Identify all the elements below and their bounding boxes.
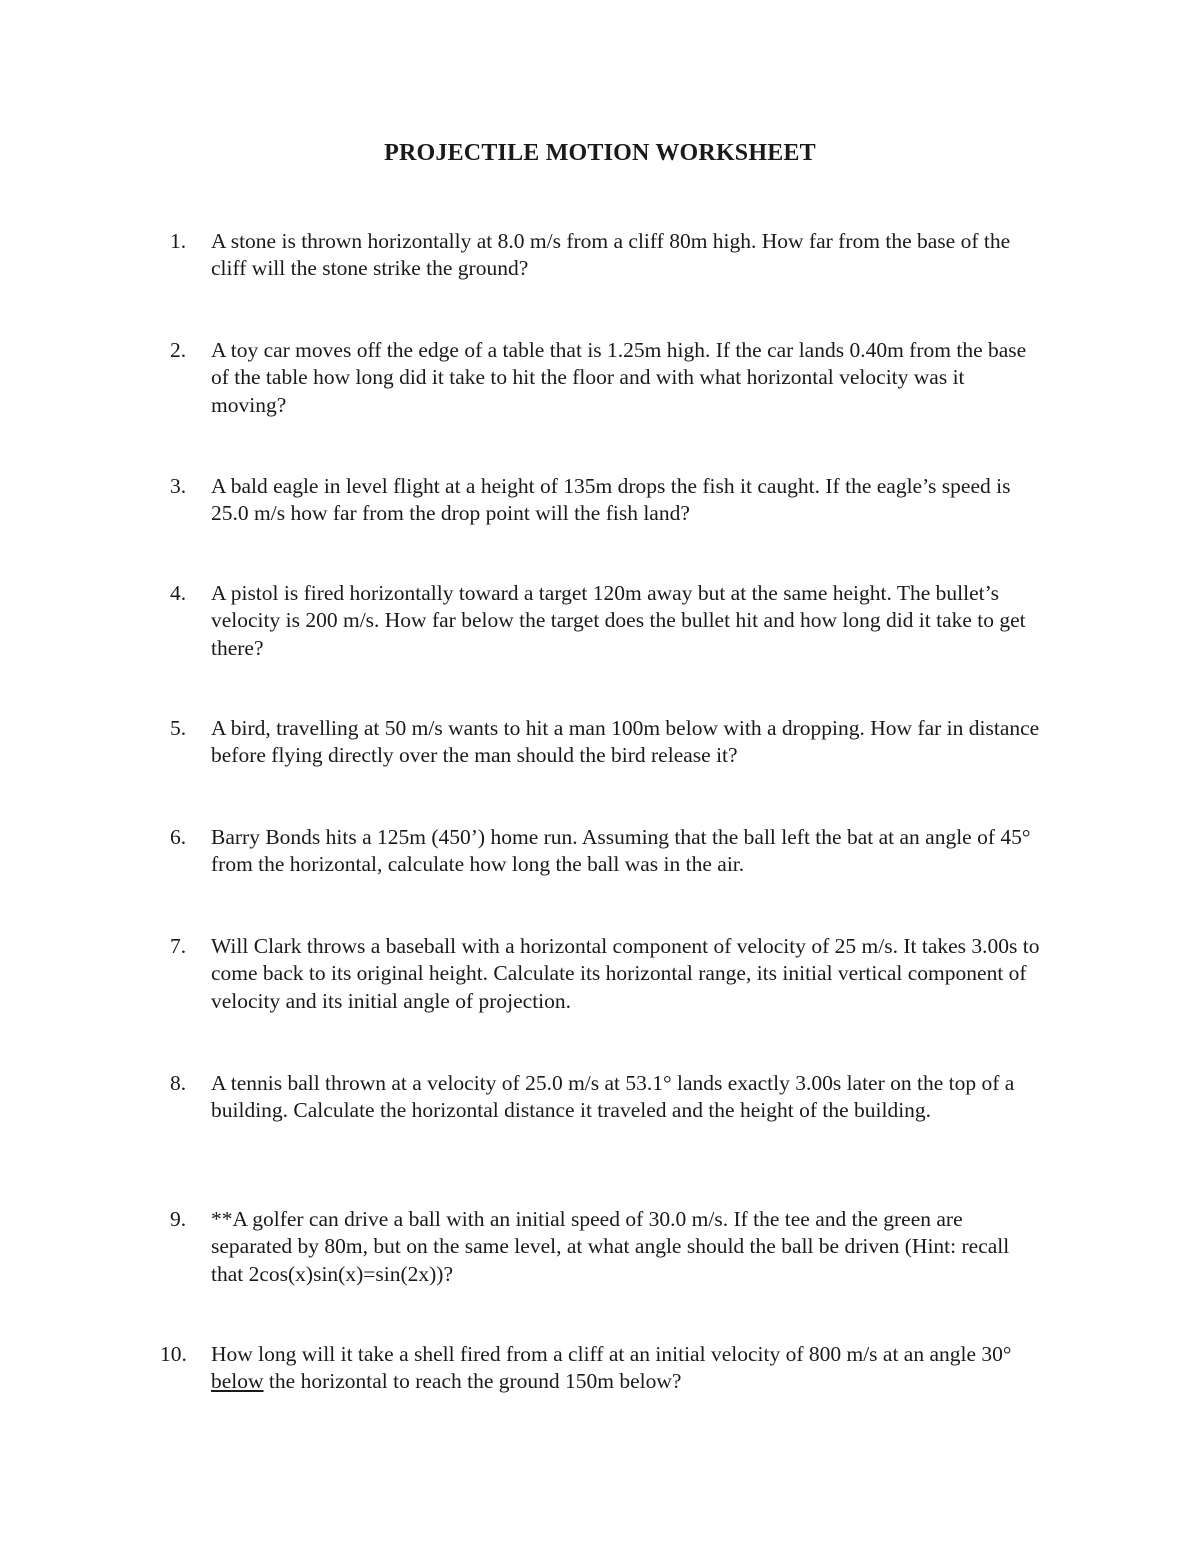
question-6 <box>170 824 1040 879</box>
question-number: 9. <box>170 1207 187 1231</box>
question-number: 5. <box>170 716 187 740</box>
question-text: A pistol is fired horizontally toward a target 120m away but at the same height. The bullet’s velocity is 200 m/s. How far below the target does the bullet hit and how long did it take to get there? <box>211 581 1026 660</box>
question-text-after: the horizontal to reach the ground 150m below? <box>263 1369 682 1394</box>
question-2 <box>170 337 1040 419</box>
question-text: **A golfer can drive a ball with an initial speed of 30.0 m/s. If the tee and the green are separated by 80m, but on the same level, at what angle should the ball be driven (Hint: recall that 2cos(x)sin(x)=sin(2x))? <box>211 1207 1010 1286</box>
question-number: 6. <box>170 825 187 849</box>
question-1 <box>170 228 1040 283</box>
page-title: PROJECTILE MOTION WORKSHEET <box>384 140 816 166</box>
question-3 <box>170 473 1040 528</box>
question-number: 2. <box>170 338 187 362</box>
question-number: 3. <box>170 474 187 498</box>
question-number: 8. <box>170 1071 187 1095</box>
question-text: Will Clark throws a baseball with a horizontal component of velocity of 25 m/s. It takes 3.00s to come back to its original height. Calculate its horizontal range, its initial vertical component of velocity and its initial angle of projection. <box>211 934 1040 1013</box>
question-5 <box>170 715 1040 770</box>
question-text: A tennis ball thrown at a velocity of 25.0 m/s at 53.1° lands exactly 3.00s later on the top of a building. Calculate the horizontal distance it traveled and the height of the building. <box>211 1071 1015 1123</box>
question-text: A bald eagle in level flight at a height of 135m drops the fish it caught. If the eagle’s speed is 25.0 m/s how far from the drop point will the fish land? <box>211 474 1011 526</box>
question-8 <box>170 1070 1040 1125</box>
underlined-word: below <box>211 1369 264 1394</box>
question-text-before: How long will it take a shell fired from a cliff at an initial velocity of 800 m/s at an angle 30° <box>211 1342 1012 1366</box>
question-number: 7. <box>170 934 187 958</box>
question-7 <box>170 933 1040 1015</box>
question-text: A stone is thrown horizontally at 8.0 m/s from a cliff 80m high. How far from the base of the cliff will the stone strike the ground? <box>211 229 1011 281</box>
question-number: 4. <box>170 581 187 605</box>
question-text <box>211 1341 1040 1396</box>
question-number: 10. <box>160 1342 187 1366</box>
question-9 <box>170 1206 1040 1288</box>
question-text: A toy car moves off the edge of a table that is 1.25m high. If the car lands 0.40m from the base of the table how long did it take to hit the floor and with what horizontal velocity was it moving? <box>211 338 1027 417</box>
question-10 <box>160 1341 1040 1396</box>
question-text: A bird, travelling at 50 m/s wants to hit a man 100m below with a dropping. How far in distance before flying directly over the man should the bird release it? <box>211 716 1040 768</box>
question-4 <box>170 580 1040 662</box>
question-number: 1. <box>170 229 187 253</box>
question-text: Barry Bonds hits a 125m (450’) home run. Assuming that the ball left the bat at an angle of 45° from the horizontal, calculate how long the ball was in the air. <box>211 825 1031 877</box>
